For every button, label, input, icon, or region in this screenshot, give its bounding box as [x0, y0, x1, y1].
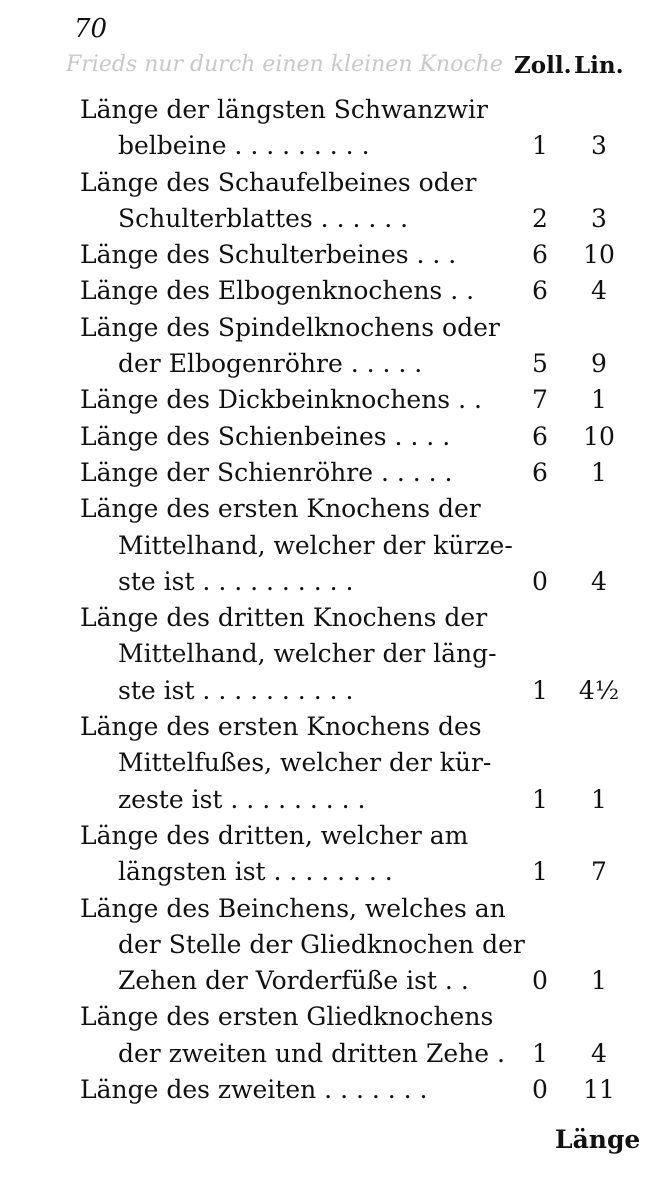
zoll-value: 6 [532, 421, 548, 451]
table-row [0, 891, 651, 927]
lin-value: 10 [583, 421, 615, 451]
entry-text: Länge des ersten Knochens des [80, 712, 482, 742]
table-row [0, 237, 651, 273]
catchword: Länge [555, 1125, 641, 1154]
table-row [0, 491, 651, 527]
entry-text: Länge des dritten Knochens der [80, 603, 488, 633]
entry-text: Mittelhand, welcher der kürze- [118, 530, 513, 560]
zoll-value: 1 [532, 1038, 548, 1068]
page-number: 70 [74, 14, 108, 44]
table-row [0, 963, 651, 999]
lin-value: 4½ [578, 675, 620, 705]
entry-text: Länge der Schienröhre . . . . . [80, 457, 453, 487]
zoll-value: 2 [532, 203, 548, 233]
column-header-lin: Lin. [574, 52, 624, 79]
zoll-value: 6 [532, 276, 548, 306]
table-row [0, 673, 651, 709]
entry-text: Mittelhand, welcher der läng- [118, 639, 497, 669]
lin-value: 1 [591, 385, 607, 415]
entry-text: Länge des ersten Gliedknochens [80, 1002, 494, 1032]
table-row [0, 382, 651, 418]
table-row [0, 528, 651, 564]
lin-value: 11 [583, 1075, 615, 1105]
table-row [0, 564, 651, 600]
zoll-value: 1 [532, 784, 548, 814]
entry-text: der zweiten und dritten Zehe . [118, 1038, 505, 1068]
entry-text: Länge des Schulterbeines . . . [80, 240, 457, 270]
zoll-value: 1 [532, 857, 548, 887]
entry-text: Schulterblattes . . . . . . [118, 203, 409, 233]
table-row [0, 999, 651, 1035]
table-row [0, 745, 651, 781]
entry-text: Länge des zweiten . . . . . . . [80, 1075, 428, 1105]
zoll-value: 5 [532, 349, 548, 379]
entry-text: belbeine . . . . . . . . . [118, 131, 370, 161]
entry-text: Länge des ersten Knochens der [80, 494, 481, 524]
table-row [0, 1072, 651, 1108]
table-row [0, 854, 651, 890]
entry-text: der Elbogenröhre . . . . . [118, 349, 423, 379]
lin-value: 1 [591, 457, 607, 487]
entry-text: Länge der längsten Schwanzwir [80, 95, 488, 124]
entry-text: Zehen der Vorderfüße ist . . [118, 966, 469, 996]
zoll-value: 0 [532, 566, 548, 596]
table-row [0, 709, 651, 745]
table-row [0, 273, 651, 309]
table-row [0, 600, 651, 636]
zoll-value: 6 [532, 240, 548, 270]
lin-value: 4 [591, 566, 607, 596]
table-row [0, 927, 651, 963]
table-row [0, 636, 651, 672]
lin-value: 10 [583, 240, 615, 270]
lin-value: 4 [591, 1038, 607, 1068]
table-row [0, 310, 651, 346]
lin-value: 7 [591, 857, 607, 887]
entry-text: Länge des Dickbeinknochens . . [80, 385, 482, 415]
lin-value: 9 [591, 349, 607, 379]
table-row [0, 419, 651, 455]
zoll-value: 1 [532, 675, 548, 705]
entry-text: Länge des Elbogenknochens . . [80, 276, 475, 306]
lin-value: 4 [591, 276, 607, 306]
zoll-value: 0 [532, 1075, 548, 1105]
lin-value: 3 [591, 131, 607, 161]
entry-text: ste ist . . . . . . . . . . [118, 675, 354, 705]
entry-text: der Stelle der Gliedknochen der [118, 929, 525, 959]
entry-text: Länge des Schienbeines . . . . [80, 421, 451, 451]
table-row [0, 165, 651, 201]
bleed-through-text: Frieds nur durch einen kleinen Knoche [66, 52, 503, 77]
table-row [0, 455, 651, 491]
table-row [0, 201, 651, 237]
table-row [0, 346, 651, 382]
zoll-value: 6 [532, 457, 548, 487]
table-row [0, 1036, 651, 1072]
lin-value: 3 [591, 203, 607, 233]
column-header-zoll: Zoll. [514, 52, 572, 79]
table-row [0, 92, 651, 128]
entry-text: Länge des dritten, welcher am [80, 820, 469, 850]
zoll-value: 7 [532, 385, 548, 415]
entry-text: zeste ist . . . . . . . . . [118, 784, 366, 814]
entry-text: längsten ist . . . . . . . . [118, 857, 393, 887]
lin-value: 1 [591, 966, 607, 996]
entry-text: ste ist . . . . . . . . . . [118, 566, 354, 596]
measurement-list [0, 92, 651, 1108]
zoll-value: 0 [532, 966, 548, 996]
lin-value: 1 [591, 784, 607, 814]
table-row [0, 782, 651, 818]
entry-text: Länge des Schaufelbeines oder [80, 167, 477, 197]
entry-text: Länge des Spindelknochens oder [80, 312, 500, 342]
zoll-value: 1 [532, 131, 548, 161]
table-row [0, 818, 651, 854]
entry-text: Länge des Beinchens, welches an [80, 893, 506, 923]
table-row [0, 128, 651, 164]
entry-text: Mittelfußes, welcher der kür- [118, 748, 492, 778]
